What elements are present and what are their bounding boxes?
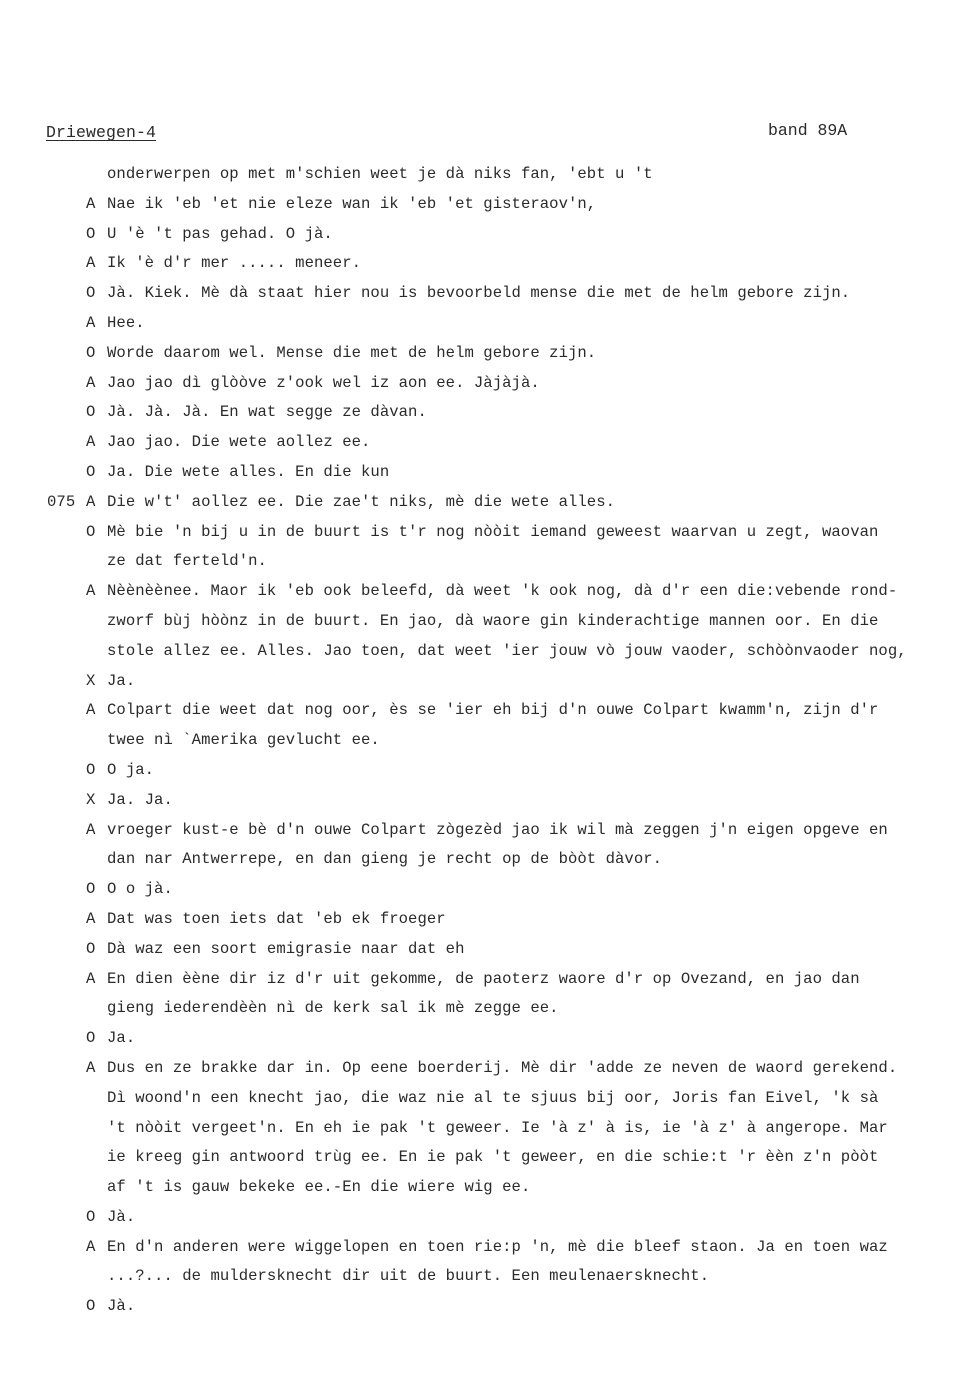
transcript-line xyxy=(0,726,966,756)
speaker-label: O xyxy=(86,284,96,303)
transcript-line xyxy=(0,1262,966,1292)
transcript-line xyxy=(0,637,966,667)
line-text: onderwerpen op met m'schien weet je dà niks fan, 'ebt u 't xyxy=(107,165,653,183)
speaker-label: O xyxy=(86,880,96,899)
line-text: Ik 'è d'r mer ..... meneer. xyxy=(107,254,362,273)
speaker-label: A xyxy=(86,313,96,332)
line-text: Jà. Kiek. Mè dà staat hier nou is bevoorbeld mense die met de helm gebore zijn. xyxy=(107,284,851,303)
line-text: Ja. xyxy=(107,1029,136,1048)
transcript-line xyxy=(0,905,966,935)
transcript-line xyxy=(0,875,966,905)
speaker-label: X xyxy=(86,671,96,690)
line-text: Jao jao dì glòòve z'ook wel iz aon ee. Jàjàjà. xyxy=(107,373,540,392)
line-text: Ja. xyxy=(107,671,136,690)
transcript-line xyxy=(0,935,966,965)
transcript-line xyxy=(0,1173,966,1203)
line-text: Colpart die weet dat nog oor, ès se 'ier eh bij d'n ouwe Colpart kwamm'n, zijn d'r xyxy=(107,701,879,720)
speaker-label: A xyxy=(86,433,96,452)
speaker-label: O xyxy=(86,1207,96,1226)
line-text: Ja. Ja. xyxy=(107,790,173,809)
transcript-line xyxy=(0,1114,966,1144)
line-text: En dien èène dir iz d'r uit gekomme, de paoterz waore d'r op Ovezand, en jao dan xyxy=(107,969,860,988)
line-text: twee nì `Amerika gevlucht ee. xyxy=(107,731,380,750)
transcript-line xyxy=(0,1084,966,1114)
transcript-line xyxy=(0,398,966,428)
line-text: zworf bùj hòònz in de buurt. En jao, dà waore gin kinderachtige mannen oor. En die xyxy=(107,611,879,630)
line-text: 't nòòit vergeet'n. En eh ie pak 't geweer. Ie 'à z' à is, ie 'à z' à angerope. Mar xyxy=(107,1118,888,1137)
line-text: af 't is gauw bekeke ee.-En die wiere wig ee. xyxy=(107,1178,531,1197)
transcript-line xyxy=(0,1233,966,1263)
speaker-label: A xyxy=(86,492,96,511)
line-text: gieng iederendèèn nì de kerk sal ik mè zegge ee. xyxy=(107,999,559,1018)
speaker-label: A xyxy=(86,1058,96,1077)
transcript-line xyxy=(0,339,966,369)
speaker-label: A xyxy=(86,701,96,720)
line-text: Dat was toen iets dat 'eb ek froeger xyxy=(107,909,446,928)
line-text: Jao jao. Die wete aollez ee. xyxy=(107,433,371,452)
line-text: Dus en ze brakke dar in. Op eene boerderij. Mè dir 'adde ze neven de waord gerekend. xyxy=(107,1058,898,1077)
speaker-label: O xyxy=(86,1029,96,1048)
speaker-label: A xyxy=(86,909,96,928)
transcript-line xyxy=(0,1054,966,1084)
speaker-label: O xyxy=(86,760,96,779)
transcript-line xyxy=(0,369,966,399)
transcript-line xyxy=(0,190,966,220)
tape-label: band 89A xyxy=(768,121,848,140)
transcript-line xyxy=(0,577,966,607)
transcript-line xyxy=(0,547,966,577)
line-text: ie kreeg gin antwoord trùg ee. En ie pak 't geweer, en die schie:t 'r èèn z'n pòòt xyxy=(107,1148,879,1167)
transcript-line xyxy=(0,1203,966,1233)
line-text: En d'n anderen were wiggelopen en toen rie:p 'n, mè die bleef staon. Ja en toen waz xyxy=(107,1237,888,1256)
speaker-label: A xyxy=(86,582,96,601)
line-text: dan nar Antwerrepe, en dan gieng je recht op de bòòt dàvor. xyxy=(107,850,663,869)
speaker-label: O xyxy=(86,224,96,243)
transcript-line xyxy=(0,249,966,279)
line-text: Mè bie 'n bij u in de buurt is t'r nog nòòit iemand geweest waarvan u zegt, waovan xyxy=(107,522,879,541)
transcript-line xyxy=(0,1292,966,1322)
line-text: Hee. xyxy=(107,313,145,332)
transcript-line xyxy=(0,458,966,488)
transcript-line xyxy=(0,786,966,816)
line-text: Dà waz een soort emigrasie naar dat eh xyxy=(107,939,465,958)
transcript-line xyxy=(0,816,966,846)
transcript-line xyxy=(0,1143,966,1173)
transcript-line xyxy=(0,428,966,458)
document-title: Driewegen-4 xyxy=(46,123,157,142)
transcript-line xyxy=(0,667,966,697)
transcript-line xyxy=(0,845,966,875)
speaker-label: A xyxy=(86,373,96,392)
line-number: 075 xyxy=(47,492,76,511)
line-text: stole allez ee. Alles. Jao toen, dat weet 'ier jouw vò jouw vaoder, schòònvaoder nog, xyxy=(107,641,907,660)
line-text: Nèènèènee. Maor ik 'eb ook beleefd, dà weet 'k ook nog, dà d'r een die:vebende rond- xyxy=(107,582,898,601)
line-text: Jà. xyxy=(107,1297,136,1316)
speaker-label: A xyxy=(86,194,96,213)
speaker-label: O xyxy=(86,343,96,362)
line-text: Nae ik 'eb 'et nie eleze wan ik 'eb 'et gisteraov'n, xyxy=(107,194,597,213)
transcript-line xyxy=(0,994,966,1024)
speaker-label: A xyxy=(86,254,96,273)
line-text: O o jà. xyxy=(107,880,173,899)
speaker-label: O xyxy=(86,939,96,958)
line-text: ...?... de muldersknecht dir uit de buurt. Een meulenaersknecht. xyxy=(107,1267,710,1286)
line-text: vroeger kust-e bè d'n ouwe Colpart zògezèd jao ik wil mà zeggen j'n eigen opgeve en xyxy=(107,820,888,839)
speaker-label: O xyxy=(86,522,96,541)
line-text: Jà. Jà. Jà. En wat segge ze dàvan. xyxy=(107,403,427,422)
line-text: Ja. Die wete alles. En die kun xyxy=(107,462,390,481)
transcript-line xyxy=(0,1024,966,1054)
transcript-line xyxy=(0,220,966,250)
transcript-line xyxy=(0,518,966,548)
transcript-lines xyxy=(0,160,966,1322)
line-text: ze dat ferteld'n. xyxy=(107,552,267,571)
speaker-label: A xyxy=(86,820,96,839)
transcript-line xyxy=(0,488,966,518)
speaker-label: A xyxy=(86,969,96,988)
transcript-line xyxy=(0,279,966,309)
transcript-line xyxy=(0,965,966,995)
line-text: Die w't' aollez ee. Die zae't niks, mè die wete alles. xyxy=(107,492,616,511)
line-text: Jà. xyxy=(107,1207,136,1226)
line-text: U 'è 't pas gehad. O jà. xyxy=(107,224,333,243)
speaker-label: A xyxy=(86,1237,96,1256)
transcript-line xyxy=(0,607,966,637)
transcript-line xyxy=(0,160,966,190)
transcript-line xyxy=(0,309,966,339)
line-text: Worde daarom wel. Mense die met de helm gebore zijn. xyxy=(107,343,597,362)
transcript-line xyxy=(0,756,966,786)
speaker-label: O xyxy=(86,462,96,481)
transcript-line xyxy=(0,696,966,726)
speaker-label: X xyxy=(86,790,96,809)
line-text: Dì woond'n een knecht jao, die waz nie al te sjuus bij oor, Joris fan Eivel, 'k sà xyxy=(107,1088,879,1107)
speaker-label: O xyxy=(86,1297,96,1316)
line-text: O ja. xyxy=(107,760,155,779)
speaker-label: O xyxy=(86,403,96,422)
